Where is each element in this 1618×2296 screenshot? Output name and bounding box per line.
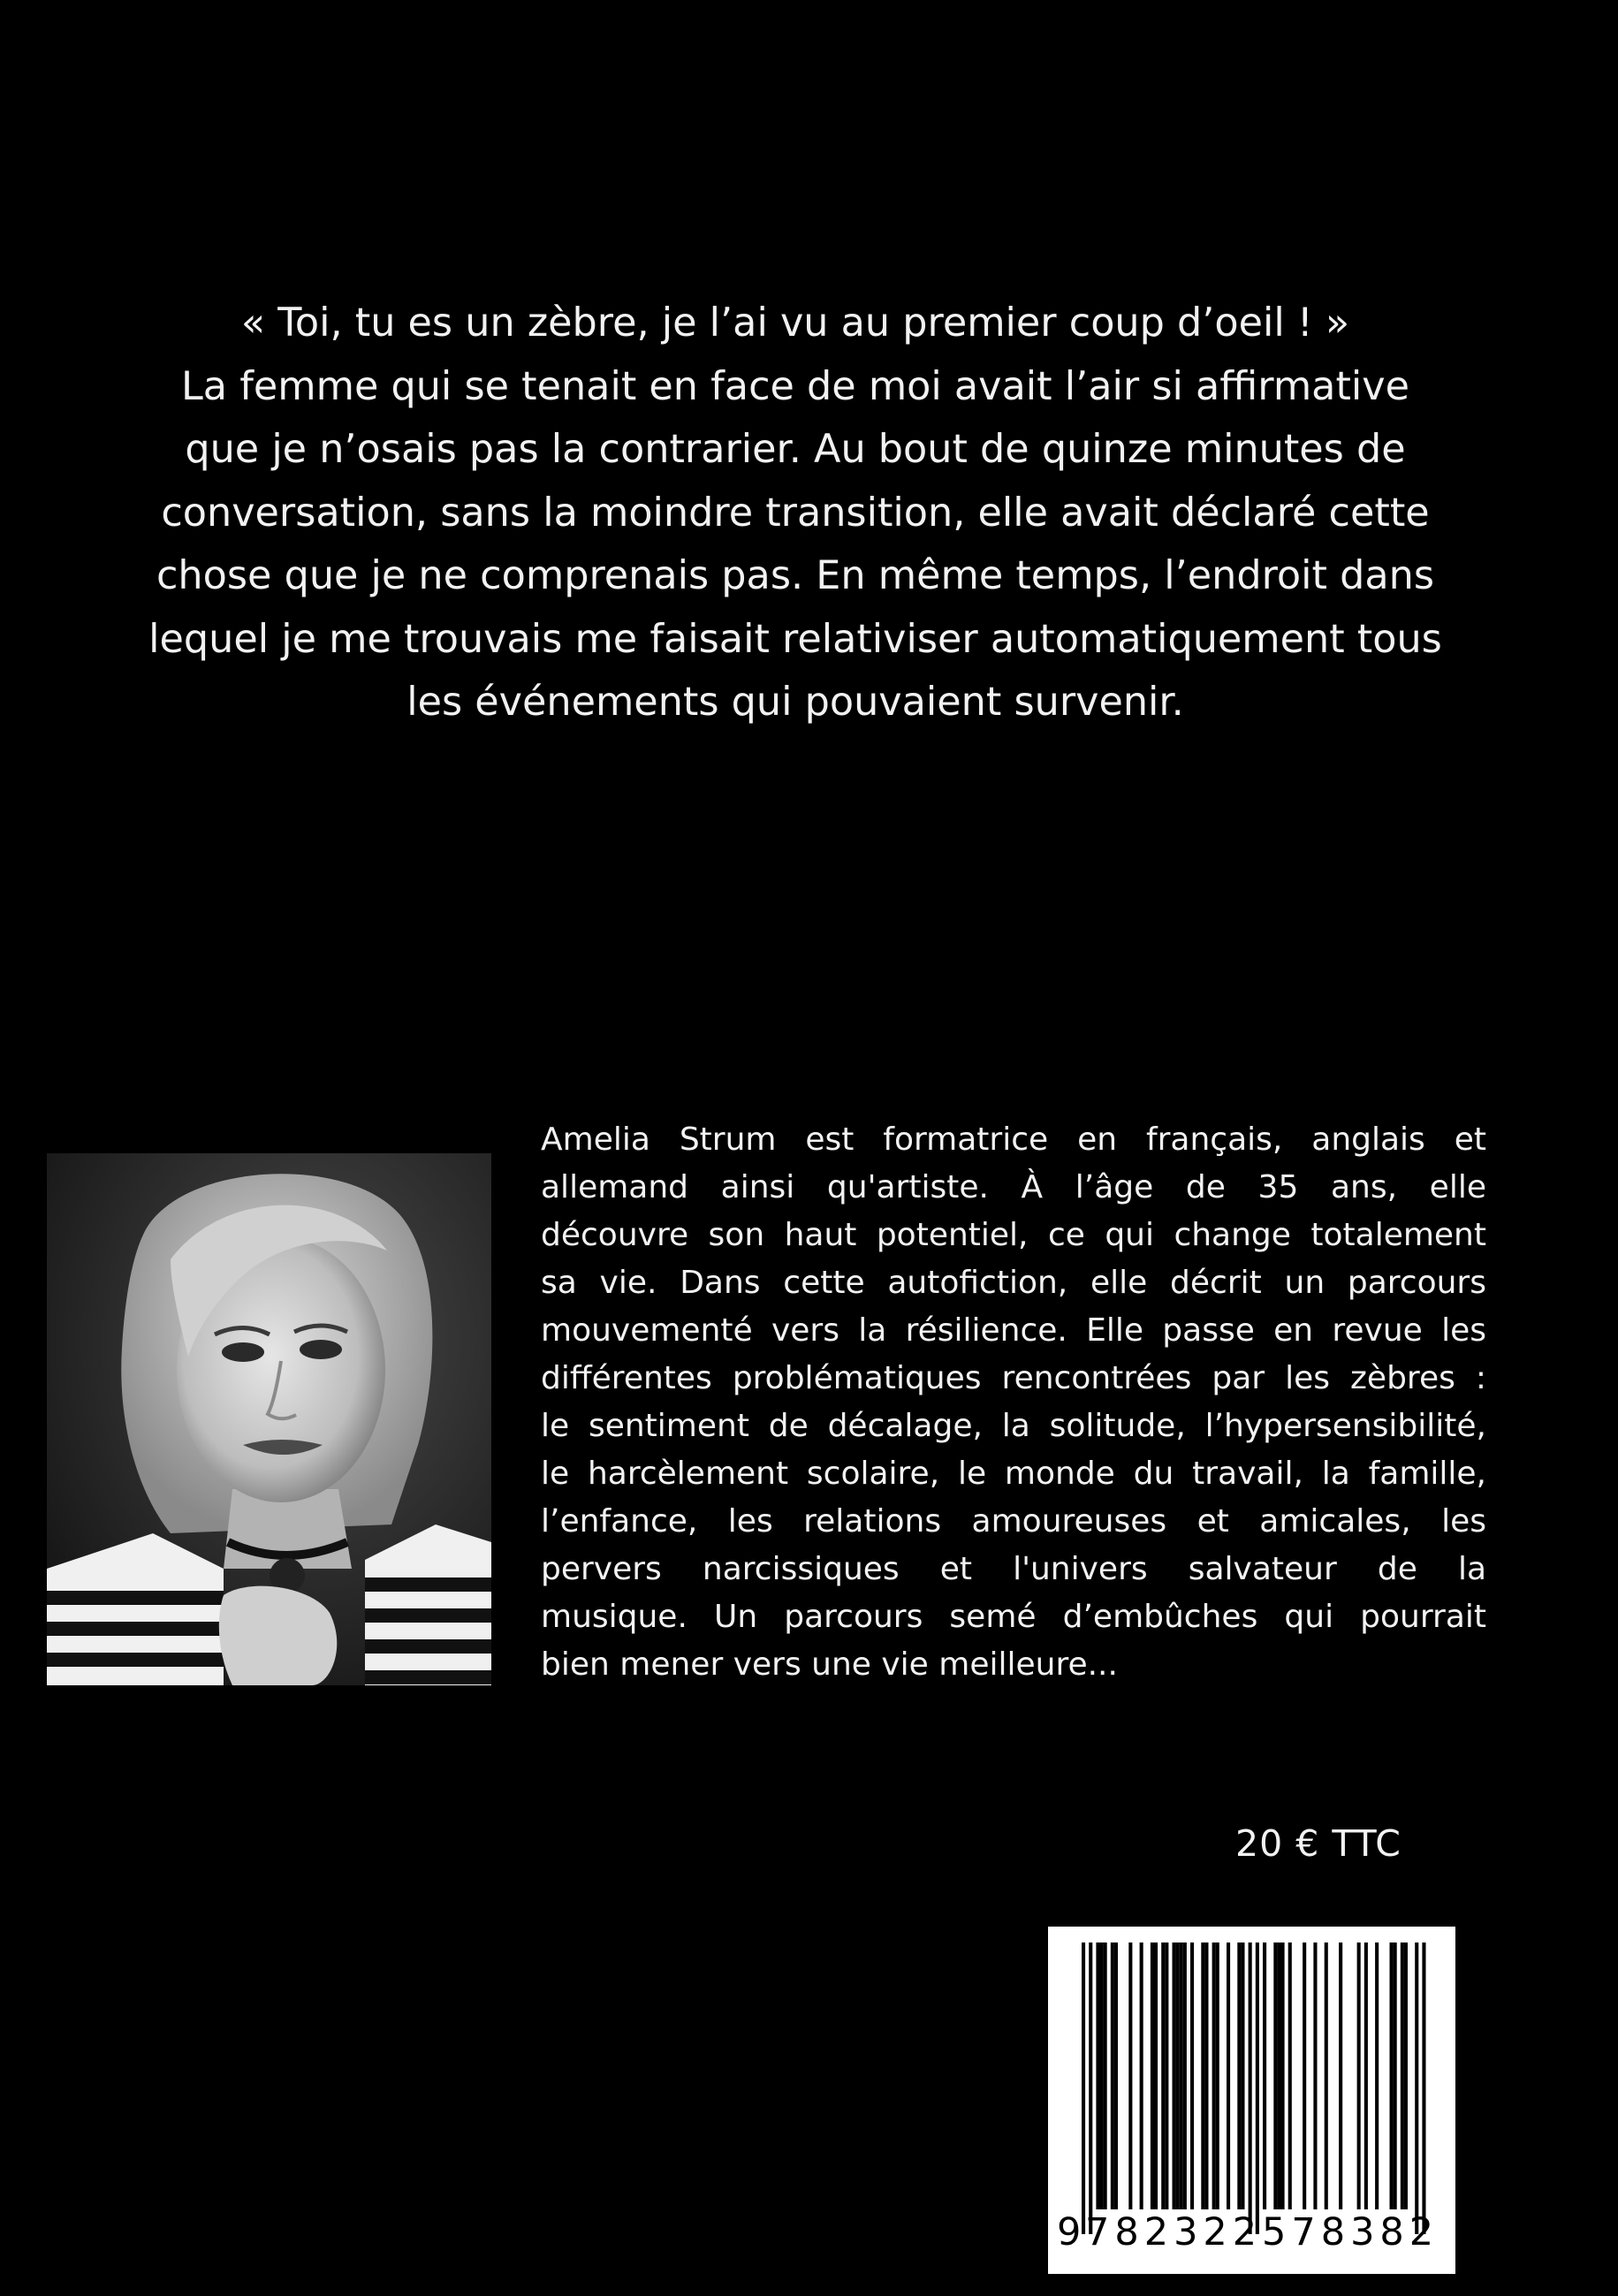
barcode-bar: [1415, 1942, 1418, 2234]
bio-line: le sentiment de décalage, la solitude, l’hypersensibilité,: [541, 1408, 1486, 1444]
barcode-bar: [1375, 1942, 1379, 2209]
barcode-bar: [1176, 1942, 1180, 2209]
blurb-line: La femme qui se tenait en face de moi avait l’air si affirmative: [181, 363, 1409, 409]
barcode-bar: [1237, 1942, 1241, 2209]
barcode-bar: [1201, 1942, 1204, 2209]
barcode-bar: [1140, 1942, 1143, 2209]
blurb-line: conversation, sans la moindre transition, elle avait déclaré cette: [161, 490, 1430, 536]
bio-line: allemand ainsi qu'artiste. À l’âge de 35 ans, elle: [541, 1169, 1486, 1205]
barcode-bar: [1111, 1942, 1114, 2209]
barcode-bar: [1089, 1942, 1092, 2234]
barcode-bar: [1249, 1942, 1252, 2234]
blurb-line: lequel je me trouvais me faisait relativiser automatiquement tous: [148, 616, 1442, 662]
barcode-bar: [1165, 1942, 1168, 2209]
bio-line: pervers narcissiques et l'univers salvateur de la: [541, 1551, 1486, 1587]
barcode-bar: [1281, 1942, 1285, 2209]
bio-line: Amelia Strum est formatrice en français, anglais et: [541, 1121, 1486, 1158]
barcode-bar: [1339, 1942, 1342, 2209]
barcode-bar: [1104, 1942, 1107, 2209]
barcode-bar: [1173, 1942, 1176, 2209]
barcode-bar: [1364, 1942, 1368, 2209]
barcode-bar: [1325, 1942, 1328, 2209]
barcode-bar: [1216, 1942, 1219, 2209]
barcode-bar: [1128, 1942, 1132, 2209]
barcode-bar: [1151, 1942, 1154, 2209]
barcode-bar: [1082, 1942, 1085, 2234]
bio-line: l’enfance, les relations amoureuses et amicales, les: [541, 1503, 1486, 1540]
barcode-bar: [1180, 1942, 1183, 2209]
blurb-line: que je n’osais pas la contrarier. Au bout de quinze minutes de: [185, 427, 1406, 472]
barcode-right-group: 578382: [1262, 2210, 1439, 2254]
barcode-bar: [1263, 1942, 1266, 2209]
bio-line: le harcèlement scolaire, le monde du travail, la famille,: [541, 1456, 1486, 1492]
barcode-bar: [1190, 1942, 1194, 2209]
barcode-bar: [1100, 1942, 1104, 2209]
author-bio: [541, 1116, 1486, 1689]
barcode-bar: [1404, 1942, 1408, 2209]
barcode-bar: [1204, 1942, 1208, 2209]
price-label: 20 € TTC: [1235, 1822, 1402, 1865]
back-cover-blurb: [80, 292, 1511, 734]
barcode-first-digit: 9: [1057, 2210, 1082, 2254]
barcode-bar: [1154, 1942, 1158, 2209]
author-portrait-illustration: [47, 1153, 491, 1685]
bio-line: découvre son haut potentiel, ce qui change totalement: [541, 1217, 1486, 1253]
barcode-bar: [1288, 1942, 1292, 2209]
barcode-bar: [1241, 1942, 1244, 2209]
barcode-bar: [1256, 1942, 1259, 2234]
barcode-bar: [1273, 1942, 1277, 2209]
isbn-barcode: [1048, 1927, 1455, 2274]
barcode-bar: [1303, 1942, 1306, 2209]
bio-line: différentes problématiques rencontrées par les zèbres :: [541, 1360, 1486, 1396]
barcode-bar: [1183, 1942, 1187, 2209]
barcode-bar: [1357, 1942, 1361, 2209]
author-portrait: [47, 1153, 491, 1685]
barcode-bar: [1394, 1942, 1397, 2209]
bio-line: sa vie. Dans cette autofiction, elle décrit un parcours: [541, 1265, 1486, 1301]
blurb-line: chose que je ne comprenais pas. En même temps, l’endroit dans: [156, 553, 1435, 598]
barcode-bar: [1227, 1942, 1230, 2209]
barcode-bar: [1096, 1942, 1099, 2209]
barcode-left-group: 782322: [1085, 2210, 1263, 2254]
barcode-bar: [1422, 1942, 1425, 2234]
barcode-bar: [1277, 1942, 1280, 2209]
barcode-bar: [1161, 1942, 1165, 2209]
blurb-line: « Toi, tu es un zèbre, je l’ai vu au premier coup d’oeil ! »: [240, 300, 1350, 346]
blurb-line: les événements qui pouvaient survenir.: [406, 680, 1184, 725]
barcode-bar: [1390, 1942, 1394, 2209]
barcode-bar: [1114, 1942, 1118, 2209]
bio-line: musique. Un parcours semé d’embûches qui pourrait: [541, 1599, 1486, 1635]
bio-line: mouvementé vers la résilience. Elle passe en revue les: [541, 1312, 1486, 1349]
barcode-bar: [1313, 1942, 1317, 2209]
barcode-digits: [1048, 2211, 1455, 2254]
bio-line: bien mener vers une vie meilleure...: [541, 1646, 1118, 1683]
barcode-bar: [1401, 1942, 1404, 2209]
barcode-bar: [1212, 1942, 1216, 2209]
